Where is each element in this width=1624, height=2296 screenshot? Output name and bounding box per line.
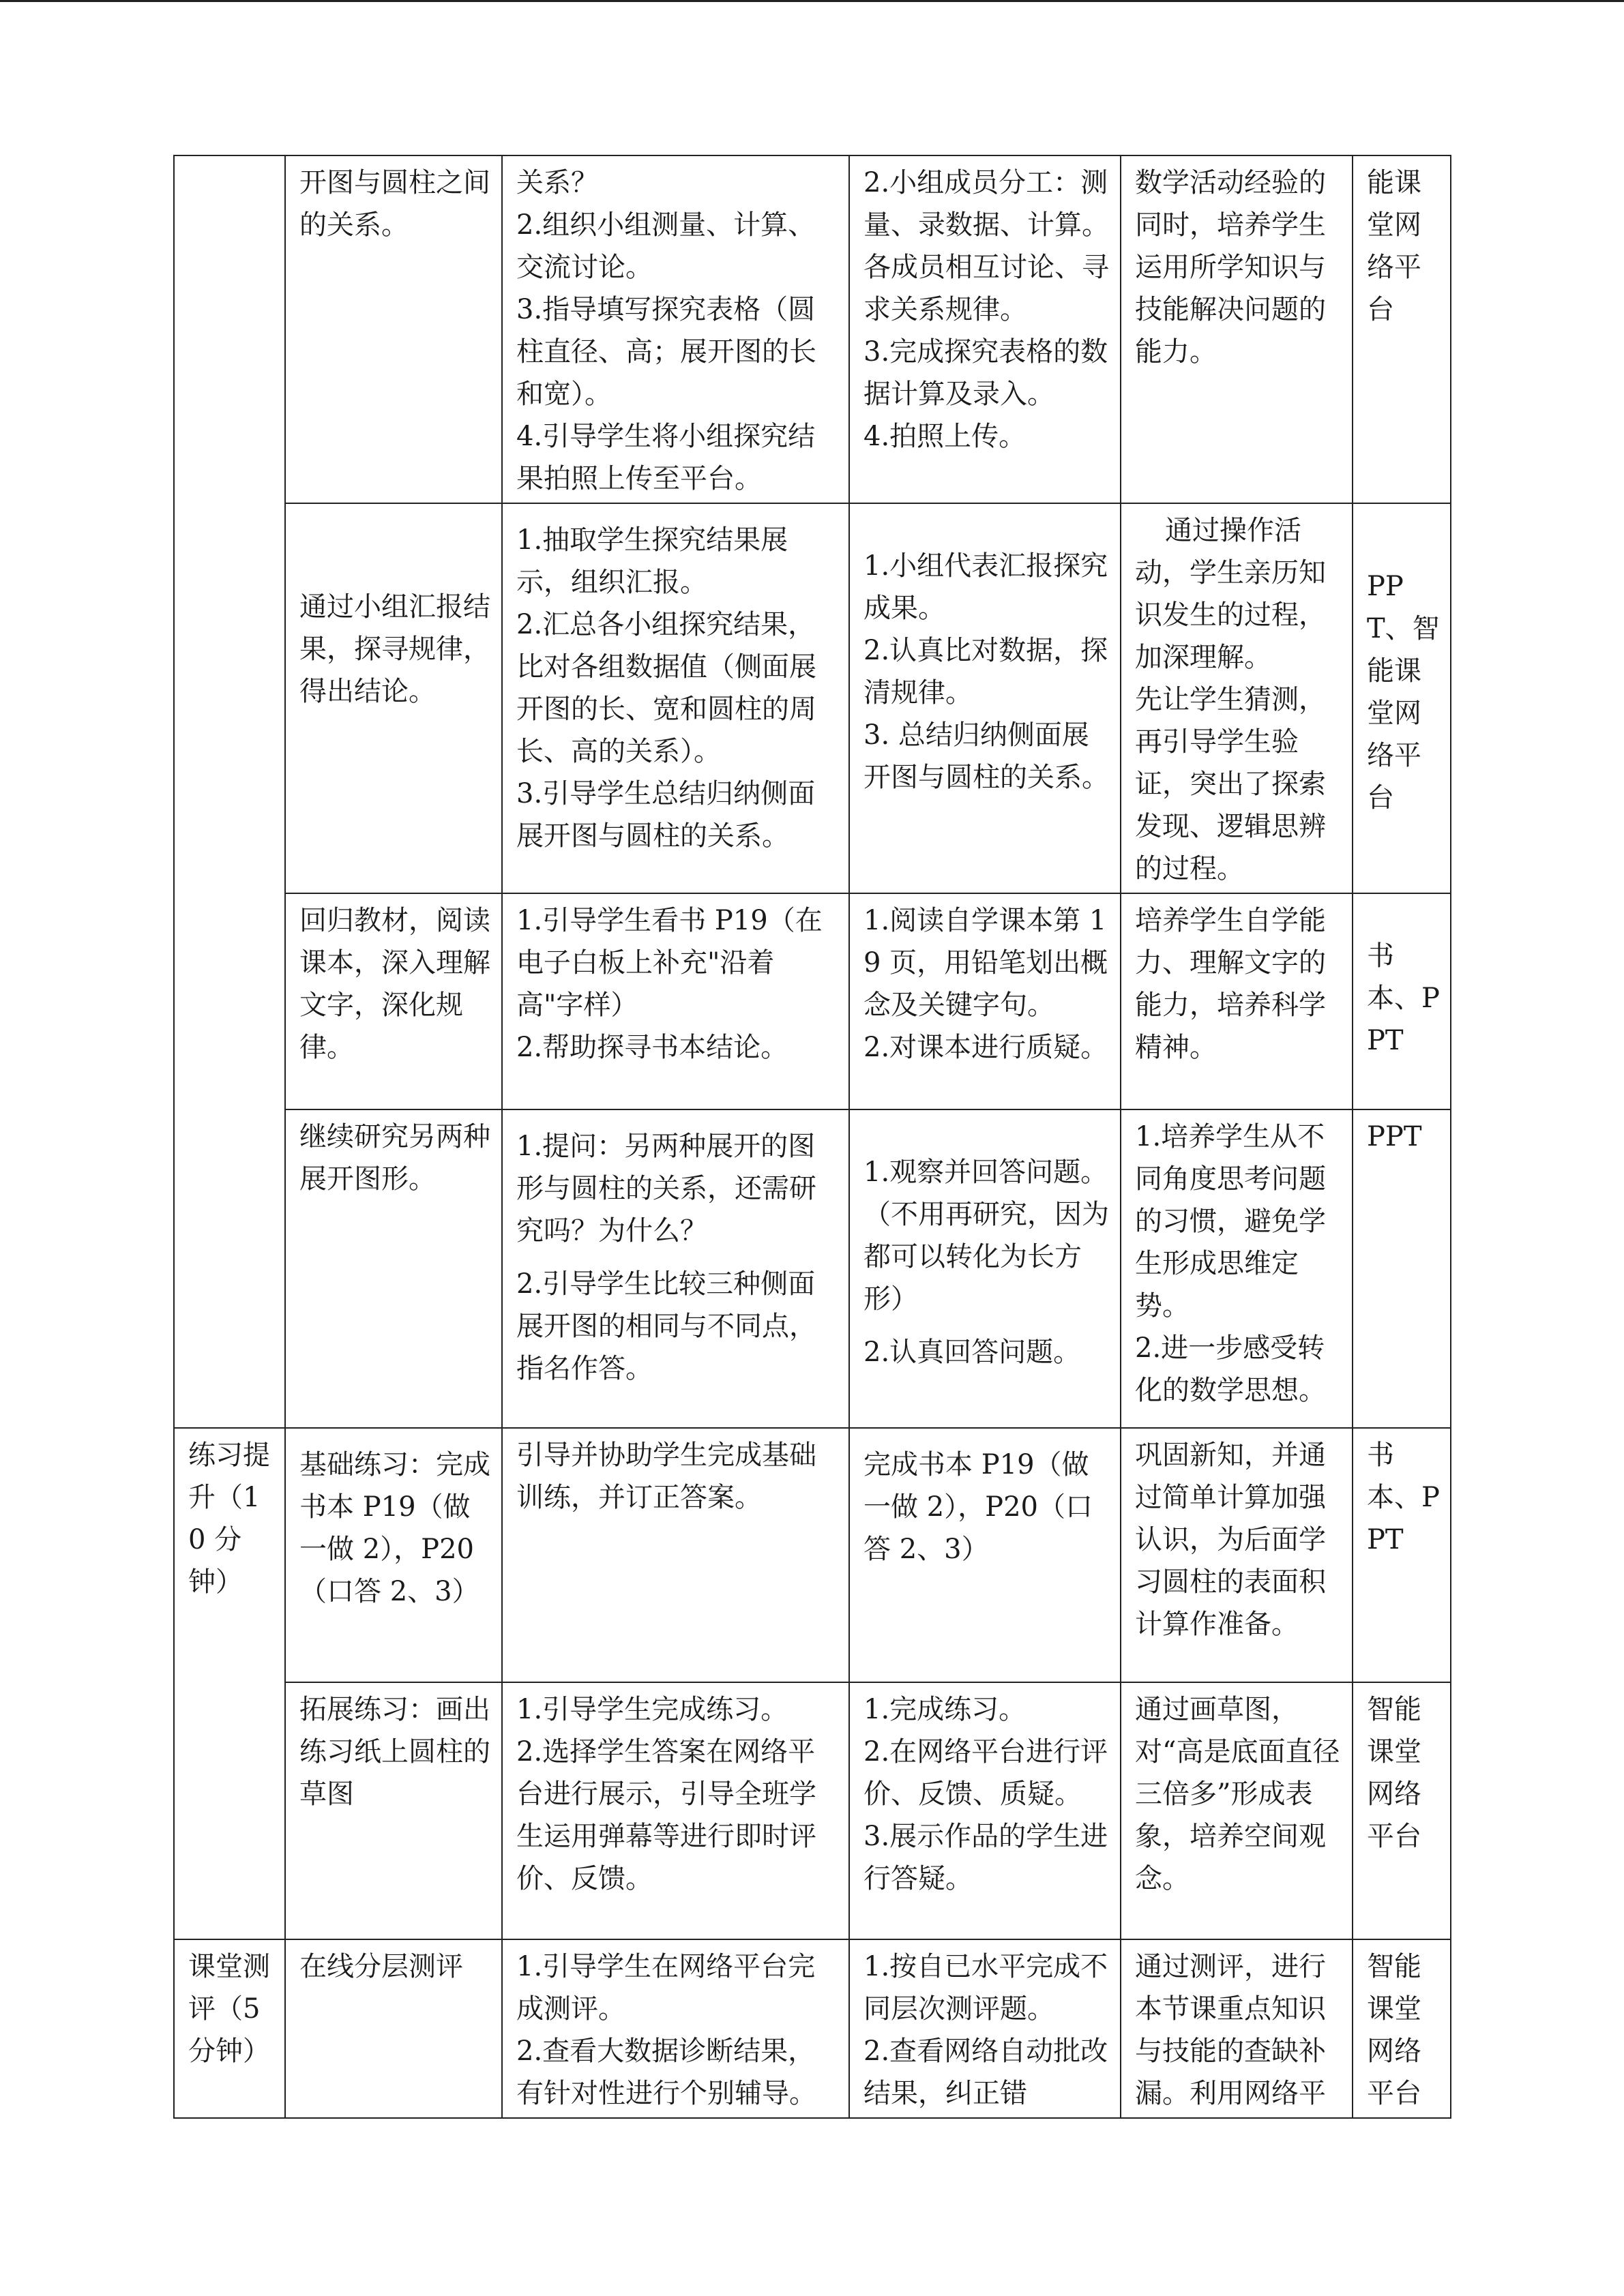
stage-text: 课堂测评（5 分钟） (188, 1951, 270, 2067)
teacher-text: 3.指导填写探究表格（圆柱直径、高；展开图的长和宽）。 (516, 294, 816, 410)
student-text: 2.小组成员分工：测量、录数据、计算。各成员相互讨论、寻求关系规律。 (863, 167, 1109, 325)
student-activity-cell (849, 503, 1121, 893)
table-row (174, 1109, 1451, 1428)
purpose-cell (1121, 893, 1353, 1109)
media-cell (1353, 893, 1451, 1109)
purpose-text: 先让学生猜测，再引导学生验证，突出了探索发现、逻辑思辨的过程。 (1135, 684, 1326, 884)
content-cell (285, 1109, 502, 1428)
content-text: 开图与圆柱之间的关系。 (299, 167, 490, 241)
stage-cell (174, 1428, 285, 1939)
student-text: 4.拍照上传。 (863, 421, 1027, 452)
teacher-text: 4.引导学生将小组探究结果拍照上传至平台。 (516, 421, 816, 494)
teacher-activity-cell (502, 1682, 849, 1939)
teacher-text: 3.引导学生总结归纳侧面展开图与圆柱的关系。 (516, 778, 816, 852)
student-text: 1.完成练习。 (863, 1694, 1027, 1725)
teacher-text: 2.引导学生比较三种侧面展开图的相同与不同点，指名作答。 (516, 1268, 816, 1384)
student-text: 1.按自已水平完成不同层次测评题。 (863, 1951, 1108, 2025)
purpose-cell (1121, 155, 1353, 503)
student-text: 完成书本 P19（做一做 2），P20（口答 2、3） (863, 1449, 1093, 1565)
student-text: 3.完成探究表格的数据计算及录入。 (863, 336, 1108, 410)
content-text: 在线分层测评 (299, 1951, 463, 1982)
student-activity-cell (849, 1682, 1121, 1939)
teacher-activity-cell (502, 1428, 849, 1682)
media-text: PPT (1367, 1121, 1422, 1152)
media-text: 能课堂网络平台 (1367, 167, 1421, 325)
media-cell (1353, 1428, 1451, 1682)
table-row (174, 893, 1451, 1109)
purpose-cell (1121, 1109, 1353, 1428)
purpose-cell (1121, 1682, 1353, 1939)
student-text: 3. 总结归纳侧面展开图与圆柱的关系。 (863, 719, 1109, 793)
content-text: 拓展练习：画出练习纸上圆柱的草图 (299, 1694, 490, 1810)
teacher-activity-cell (502, 893, 849, 1109)
content-cell (285, 1939, 502, 2118)
media-text: PPT、智能课堂网络平台 (1367, 571, 1440, 814)
teacher-text: 2.帮助探寻书本结论。 (516, 1032, 788, 1063)
teacher-text: 1.提问：另两种展开的图形与圆柱的关系，还需研究吗？为什么？ (516, 1131, 816, 1247)
content-cell (285, 893, 502, 1109)
lesson-plan-table (173, 155, 1451, 2119)
page-top-border (0, 0, 1624, 2)
purpose-text: 培养学生自学能力、理解文字的能力，培养科学精神。 (1135, 905, 1326, 1063)
student-activity-cell (849, 1428, 1121, 1682)
purpose-cell (1121, 503, 1353, 893)
stage-text: 练习提升（10 分钟） (188, 1440, 270, 1598)
student-text: 2.对课本进行质疑。 (863, 1032, 1108, 1063)
purpose-text: 通过测评，进行本节课重点知识与技能的查缺补漏。利用网络平 (1135, 1951, 1326, 2109)
table-row (174, 1428, 1451, 1682)
purpose-text: 2.进一步感受转化的数学思想。 (1135, 1332, 1326, 1406)
media-text: 智能课堂网络平台 (1367, 1951, 1421, 2109)
content-cell (285, 155, 502, 503)
teacher-activity-cell (502, 155, 849, 503)
content-text: 回归教材，阅读课本，深入理解文字，深化规律。 (299, 905, 490, 1063)
student-activity-cell (849, 1109, 1121, 1428)
teacher-text: 引导并协助学生完成基础训练，并订正答案。 (516, 1440, 816, 1513)
media-cell (1353, 155, 1451, 503)
student-activity-cell (849, 155, 1121, 503)
student-text: 2.认真比对数据，探清规律。 (863, 635, 1108, 709)
content-text: 继续研究另两种展开图形。 (299, 1121, 490, 1195)
student-text: 2.查看网络自动批改结果，纠正错 (863, 2036, 1108, 2109)
purpose-cell (1121, 1939, 1353, 2118)
teacher-text: 1.引导学生在网络平台完成测评。 (516, 1951, 816, 2025)
teacher-text: 2.组织小组测量、计算、交流讨论。 (516, 209, 816, 283)
table-row (174, 1682, 1451, 1939)
content-cell (285, 1682, 502, 1939)
student-text: 2.在网络平台进行评价、反馈、质疑。 (863, 1736, 1108, 1810)
media-cell (1353, 1682, 1451, 1939)
purpose-text: 通过画草图，对“高是底面直径三倍多”形成表象，培养空间观念。 (1135, 1694, 1340, 1894)
media-text: 智能课堂网络平台 (1367, 1694, 1421, 1852)
media-cell (1353, 1939, 1451, 2118)
media-text: 书本、PPT (1367, 1440, 1440, 1555)
teacher-text: 1.引导学生看书 P19（在电子白板上补充"沿着高"字样） (516, 905, 823, 1021)
stage-cell (174, 1939, 285, 2118)
purpose-cell (1121, 1428, 1353, 1682)
student-text: 1.阅读自学课本第 19 页，用铅笔划出概念及关键字句。 (863, 905, 1108, 1021)
student-text: 1.观察并回答问题。（不用再研究，因为都可以转化为长方形） (863, 1157, 1109, 1315)
content-text: 基础练习：完成书本 P19（做一做 2），P20（口答 2、3） (299, 1449, 490, 1607)
teacher-activity-cell (502, 503, 849, 893)
teacher-text: 2.查看大数据诊断结果，有针对性进行个别辅导。 (516, 2036, 816, 2109)
content-cell (285, 503, 502, 893)
purpose-text: 数学活动经验的同时，培养学生运用所学知识与技能解决问题的能力。 (1135, 167, 1326, 368)
media-cell (1353, 503, 1451, 893)
student-text: 3.展示作品的学生进行答疑。 (863, 1821, 1108, 1894)
table-row (174, 503, 1451, 893)
teacher-text: 关系？ (516, 167, 598, 198)
teacher-text: 2.选择学生答案在网络平台进行展示，引导全班学生运用弹幕等进行即时评价、反馈。 (516, 1736, 816, 1894)
teacher-text: 2.汇总各小组探究结果，比对各组数据值（侧面展开图的长、宽和圆柱的周长、高的关系）。 (516, 609, 816, 767)
table-row (174, 1939, 1451, 2118)
teacher-activity-cell (502, 1109, 849, 1428)
stage-cell (174, 155, 285, 1428)
purpose-text: 巩固新知，并通过简单计算加强认识，为后面学习圆柱的表面积计算作准备。 (1135, 1440, 1326, 1640)
media-text: 书本、PPT (1367, 940, 1440, 1056)
teacher-text: 1.引导学生完成练习。 (516, 1694, 788, 1725)
purpose-text: 通过操作活动，学生亲历知识发生的过程，加深理解。 (1135, 515, 1326, 673)
content-text: 通过小组汇报结果，探寻规律，得出结论。 (299, 591, 490, 707)
teacher-activity-cell (502, 1939, 849, 2118)
student-text: 1.小组代表汇报探究成果。 (863, 550, 1108, 624)
purpose-text: 1.培养学生从不同角度思考问题的习惯，避免学生形成思维定势。 (1135, 1121, 1326, 1322)
teacher-text: 1.抽取学生探究结果展示，组织汇报。 (516, 524, 788, 598)
student-activity-cell (849, 1939, 1121, 2118)
media-cell (1353, 1109, 1451, 1428)
student-text: 2.认真回答问题。 (863, 1337, 1081, 1368)
table-row (174, 155, 1451, 503)
student-activity-cell (849, 893, 1121, 1109)
content-cell (285, 1428, 502, 1682)
